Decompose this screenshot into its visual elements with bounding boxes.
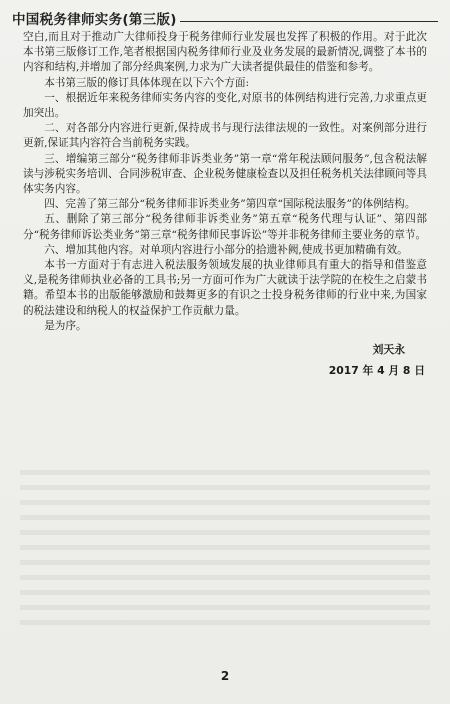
signature-date: 2017 年 4 月 8 日 [328,364,425,378]
paragraph-item-6: 六、增加其他内容。对单项内容进行小部分的拾遗补阙,使成书更加精确有效。 [44,243,408,256]
running-header [12,8,438,30]
paragraph-item-2: 二、对各部分内容进行更新,保持成书与现行法律法规的一致性。对案例部分进行更新,保证其内容符合当前税务实践。 [23,122,427,150]
show-through-texture [20,470,430,650]
paragraph-intro: 本书第三版的修订具体体现在以下六个方面: [44,76,250,89]
header-rule [180,21,438,22]
paragraph-closing: 是为序。 [44,319,87,332]
paragraph-item-4: 四、完善了第三部分“税务律师非诉类业务”第四章“国际税法服务”的体例结构。 [44,198,416,211]
paragraph-item-5: 五、删除了第三部分“税务律师非诉类业务”第五章“税务代理与认证”、第四部分“税务律师诉讼类业务”第三章“税务律师民事诉讼”等并非税务律师主要业务的章节。 [23,213,427,241]
page-number: 2 [220,669,230,683]
paragraph-continuation: 空白,而且对于推动广大律师投身于税务律师行业发展也发挥了积极的作用。对于此次本书第三版修订工作,笔者根据国内税务律师行业及业务发展的最新情况,调整了本书的内容和结构,并增加了部分经典案例,力求为广大读者提供最佳的借鉴和参考。 [23,31,427,74]
paragraph-item-3: 三、增编第三部分“税务律师非诉类业务”第一章“常年税法顾问服务”,包含税法解读与涉税实务培训、合同涉税审查、企业税务健康检查以及担任税务机关法律顾问等具体实务内容。 [23,152,427,196]
paragraph-item-1: 一、根据近年来税务律师实务内容的变化,对原书的体例结构进行完善,力求重点更加突出。 [23,91,427,120]
preface-body [23,30,427,378]
author-signature: 刘天永 [372,343,405,357]
paragraph-purpose: 本书一方面对于有志进入税法服务领域发展的执业律师具有重大的指导和借鉴意义,是税务律师执业必备的工具书;另一方面可作为广大就读于法学院的在校生之启蒙书籍。希望本书的出版能够激励和鼓舞更多的有识之士投身税务律师的行业中来,为国家的税法建设和纳税人的权益保护工作贡献力量。 [23,259,427,317]
book-title: 中国税务律师实务(第三版) [12,12,177,28]
